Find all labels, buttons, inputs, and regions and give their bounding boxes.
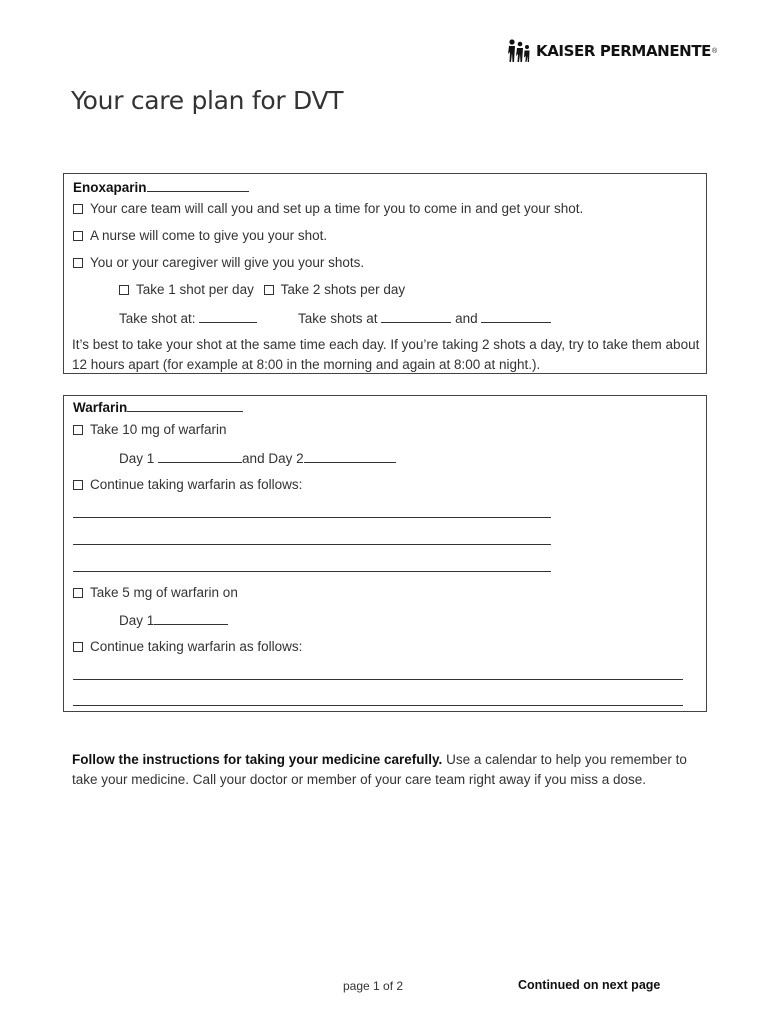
enoxaparin-option-2: A nurse will come to give you your shot. (73, 227, 327, 245)
warfarin-5mg-option: Take 5 mg of warfarin on (73, 584, 238, 602)
enoxaparin-option-1: Your care team will call you and set up a time for you to come in and get your shot. (73, 200, 583, 218)
warfarin-days-row: Day 1 and Day 2 (119, 449, 396, 468)
enoxaparin-heading: Enoxaparin (73, 178, 249, 197)
dose-1-label: Take 1 shot per day (136, 282, 254, 297)
checkbox[interactable] (73, 204, 83, 214)
instructions-text: Use a calendar to help you remember to take your medicine. Call your doctor or member of your care team right away if you miss a dose. (72, 752, 687, 787)
kaiser-people-icon (506, 38, 532, 64)
checkbox[interactable] (73, 642, 83, 652)
dose-options (119, 281, 405, 299)
checkbox[interactable] (73, 425, 83, 435)
warfarin-heading: Warfarin (73, 398, 243, 417)
warfarin-blank[interactable] (127, 398, 243, 412)
checkbox[interactable] (73, 231, 83, 241)
shot-time-blank[interactable] (199, 309, 257, 323)
page-title: Your care plan for DVT (71, 86, 344, 115)
take-shots-at-row: Take shots at and (298, 309, 551, 328)
warfarin-continue-option-1: Continue taking warfarin as follows: (73, 476, 302, 494)
dose-2-label: Take 2 shots per day (280, 282, 406, 297)
shot-time-2-blank[interactable] (481, 309, 551, 323)
instructions-bold: Follow the instructions for taking your medicine carefully. (72, 752, 443, 767)
day2-blank[interactable] (304, 449, 396, 463)
enoxaparin-note: It’s best to take your shot at the same time each day. If you’re taking 2 shots a day, try to take them about 12 hours apart (for example at 8:00 in the morning and again at 8:00 at night.). (72, 337, 700, 372)
checkbox[interactable] (119, 285, 129, 295)
kaiser-permanente-logo (506, 38, 717, 64)
warfarin-5mg-day-row: Day 1 (119, 611, 228, 630)
day1-blank[interactable] (158, 449, 242, 463)
warfarin-10mg-option: Take 10 mg of warfarin (73, 421, 227, 439)
write-in-line[interactable] (73, 705, 683, 706)
day1-5mg-blank[interactable] (154, 611, 228, 625)
take-shot-at-row: Take shot at: (119, 309, 257, 328)
write-in-line[interactable] (73, 679, 683, 680)
write-in-line[interactable] (73, 571, 551, 572)
enoxaparin-option-3: You or your caregiver will give you your shots. (73, 254, 364, 272)
write-in-line[interactable] (73, 544, 551, 545)
enoxaparin-blank[interactable] (147, 178, 249, 192)
page-number: page 1 of 2 (343, 979, 404, 993)
checkbox[interactable] (73, 588, 83, 598)
warfarin-section (63, 395, 707, 712)
brand-name: KAISER PERMANENTE (536, 42, 711, 60)
registered-mark: ® (712, 47, 718, 55)
instructions-paragraph (72, 750, 702, 790)
write-in-line[interactable] (73, 517, 551, 518)
continued-notice: Continued on next page (518, 978, 661, 992)
warfarin-continue-option-2: Continue taking warfarin as follows: (73, 638, 302, 656)
checkbox[interactable] (264, 285, 274, 295)
shot-time-1-blank[interactable] (381, 309, 451, 323)
checkbox[interactable] (73, 480, 83, 490)
checkbox[interactable] (73, 258, 83, 268)
